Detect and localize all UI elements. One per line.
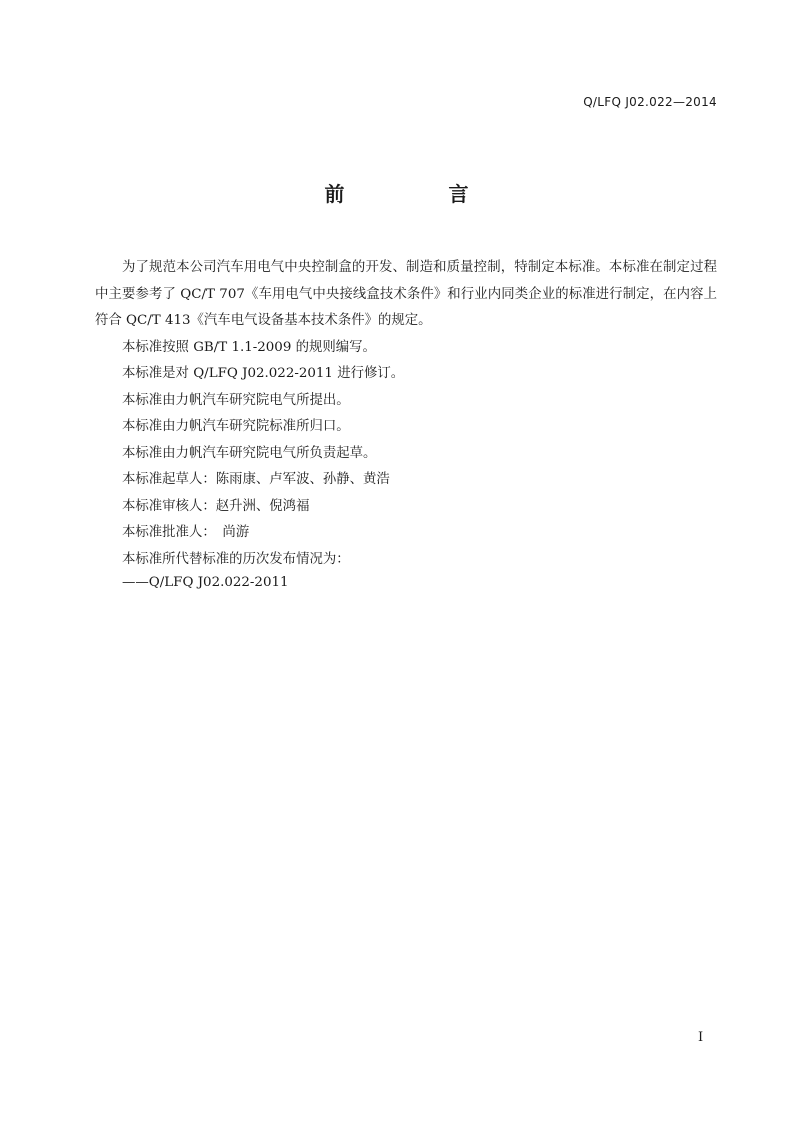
centralized-by-line: 本标准由力帆汽车研究院标准所归口。: [122, 419, 350, 434]
reviewers-line: 本标准审核人：赵升洲、倪鸿福: [122, 498, 310, 514]
intro-paragraph: 为了规范本公司汽车用电气中央控制盒的开发、制造和质量控制，特制定本标准。本标准在制定过程中主要参考了 QC/T 707《车用电气中央接线盒技术条件》和行业内同类企业的标准进行制定，在内容上符合 QC/T 413《汽车电气设备基本技术条件》的规定。: [95, 260, 717, 328]
history-entry: ——Q/LFQ J02.022-2011: [122, 575, 289, 590]
page-title: 前 言: [324, 182, 511, 206]
document-code: Q/LFQ J02.022—2014: [583, 95, 717, 109]
history-intro-line: 本标准所代替标准的历次发布情况为：: [122, 551, 350, 567]
foreword-body: [95, 255, 717, 593]
proposed-by-line: 本标准由力帆汽车研究院电气所提出。: [122, 392, 350, 408]
drafting-rules-line: 本标准按照 GB/T 1.1-2009 的规则编写。: [122, 339, 376, 355]
page-number: I: [698, 1030, 704, 1045]
drafted-by-unit-line: 本标准由力帆汽车研究院电气所负责起草。: [122, 445, 377, 461]
drafters-line: 本标准起草人：陈雨康、卢军波、孙静、黄浩: [122, 472, 390, 487]
revision-line: 本标准是对 Q/LFQ J02.022-2011 进行修订。: [122, 366, 405, 381]
approver-line: 本标准批准人： 尚游: [122, 525, 250, 540]
